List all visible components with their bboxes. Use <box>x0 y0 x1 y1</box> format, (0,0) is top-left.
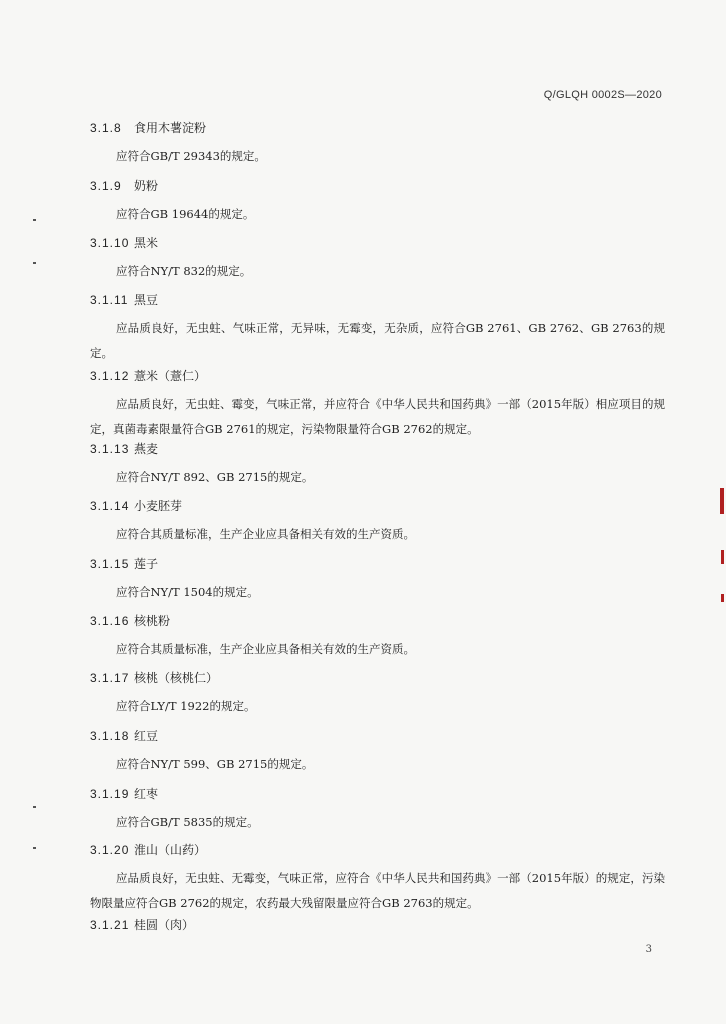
section-number: 3.1.12 <box>90 369 130 383</box>
scan-mark <box>33 219 36 221</box>
section-title: 食用木薯淀粉 <box>134 121 207 135</box>
section-heading <box>90 235 158 251</box>
section-title: 黑豆 <box>134 293 159 307</box>
section-heading <box>90 498 182 514</box>
section-text: 应符合NY/T 832的规定。 <box>116 264 252 278</box>
section-text: 应符合其质量标准，生产企业应具备相关有效的生产资质。 <box>116 527 415 541</box>
section-heading <box>90 613 170 629</box>
section-title: 莲子 <box>134 557 159 571</box>
section-title: 核桃（核桃仁） <box>134 671 219 685</box>
section-title: 淮山（山药） <box>134 843 207 857</box>
section-title: 奶粉 <box>134 179 159 193</box>
section-heading <box>90 556 158 572</box>
section-number: 3.1.10 <box>90 236 130 250</box>
section-number: 3.1.11 <box>90 293 129 307</box>
section-number: 3.1.16 <box>90 614 130 628</box>
scan-mark <box>33 847 36 849</box>
section-heading <box>90 441 158 457</box>
section-number: 3.1.15 <box>90 557 130 571</box>
section-text: 应符合NY/T 599、GB 2715的规定。 <box>116 757 314 771</box>
seal-edge-mark <box>721 594 724 602</box>
section-number: 3.1.21 <box>90 918 130 932</box>
section-text: 应符合其质量标准，生产企业应具备相关有效的生产资质。 <box>116 642 415 656</box>
section-number: 3.1.18 <box>90 729 130 743</box>
section-title: 核桃粉 <box>134 614 171 628</box>
section-number: 3.1.17 <box>90 671 130 685</box>
section-heading <box>90 842 206 858</box>
section-text: 应符合GB 19644的规定。 <box>116 207 255 221</box>
section-heading <box>90 120 206 136</box>
seal-edge-mark <box>720 488 724 514</box>
section-text: 应品质良好，无虫蛀、气味正常，无异味，无霉变，无杂质，应符合GB 2761、GB 2762、GB 2763的规定。 <box>90 321 665 360</box>
section-text: 应品质良好，无虫蛀、无霉变，气味正常，应符合《中华人民共和国药典》一部（2015年版）的规定，污染物限量应符合GB 2762的规定，农药最大残留限量应符合GB 2763的规定。 <box>90 871 665 910</box>
section-title: 红豆 <box>134 729 159 743</box>
section-text: 应符合NY/T 892、GB 2715的规定。 <box>116 470 314 484</box>
section-heading <box>90 786 158 802</box>
section-heading <box>90 292 158 308</box>
section-title: 红枣 <box>134 787 159 801</box>
section-heading <box>90 670 218 686</box>
scan-mark <box>33 806 36 808</box>
section-text: 应符合GB/T 29343的规定。 <box>116 149 266 163</box>
section-title: 黑米 <box>134 236 159 250</box>
seal-edge-mark <box>721 550 724 564</box>
section-heading <box>90 178 158 194</box>
section-heading <box>90 917 194 933</box>
section-title: 小麦胚芽 <box>134 499 183 513</box>
section-text: 应符合GB/T 5835的规定。 <box>116 815 259 829</box>
section-number: 3.1.8 <box>90 121 122 135</box>
section-title: 燕麦 <box>134 442 159 456</box>
section-text: 应符合NY/T 1504的规定。 <box>116 585 259 599</box>
section-number: 3.1.19 <box>90 787 130 801</box>
section-number: 3.1.9 <box>90 179 122 193</box>
section-number: 3.1.13 <box>90 442 130 456</box>
section-title: 桂圆（肉） <box>134 918 195 932</box>
scan-mark <box>33 262 36 264</box>
section-text: 应品质良好，无虫蛀、霉变，气味正常，并应符合《中华人民共和国药典》一部（2015年版）相应项目的规定，真菌毒素限量符合GB 2761的规定，污染物限量符合GB 2762的规定。 <box>90 397 665 436</box>
section-heading <box>90 728 158 744</box>
section-text: 应符合LY/T 1922的规定。 <box>116 699 256 713</box>
page-number: 3 <box>645 944 652 955</box>
section-number: 3.1.20 <box>90 843 130 857</box>
section-heading <box>90 368 206 384</box>
document-id: Q/GLQH 0002S—2020 <box>543 89 662 101</box>
section-number: 3.1.14 <box>90 499 130 513</box>
section-title: 薏米（薏仁） <box>134 369 207 383</box>
